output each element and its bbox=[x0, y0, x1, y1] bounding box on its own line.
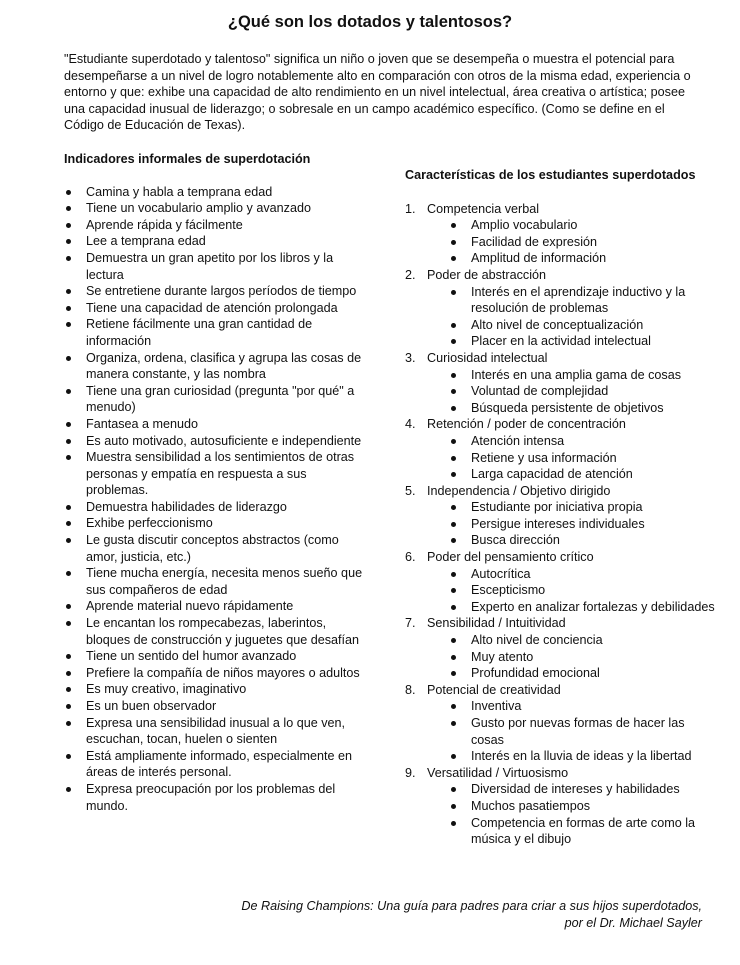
characteristic-subitem: Inventiva bbox=[449, 698, 715, 715]
indicator-item: Muestra sensibilidad a los sentimientos de otras personas y empatía en respuesta a sus problemas. bbox=[64, 449, 364, 499]
indicator-item: Demuestra habilidades de liderazgo bbox=[64, 499, 364, 516]
characteristic-subitem: Competencia en formas de arte como la música y el dibujo bbox=[449, 815, 715, 848]
characteristic-number: 4. bbox=[405, 417, 416, 432]
indicator-item: Tiene una capacidad de atención prolongada bbox=[64, 300, 364, 317]
characteristic-subitem: Placer en la actividad intelectual bbox=[449, 333, 715, 350]
source-line-1: De Raising Champions: Una guía para padres para criar a sus hijos superdotados, bbox=[241, 899, 702, 913]
characteristic-group bbox=[405, 350, 715, 416]
indicator-item: Camina y habla a temprana edad bbox=[64, 184, 364, 201]
characteristic-label: Poder del pensamiento crítico bbox=[427, 550, 594, 565]
characteristic-number: 2. bbox=[405, 267, 416, 282]
characteristic-label: Curiosidad intelectual bbox=[427, 350, 548, 365]
indicator-item: Está ampliamente informado, especialmente en áreas de interés personal. bbox=[64, 748, 364, 781]
indicator-item: Organiza, ordena, clasifica y agrupa las cosas de manera constante, y las nombra bbox=[64, 350, 364, 383]
characteristic-label: Potencial de creatividad bbox=[427, 682, 561, 697]
characteristic-subitem: Alto nivel de conceptualización bbox=[449, 317, 715, 334]
indicator-item: Aprende material nuevo rápidamente bbox=[64, 598, 364, 615]
characteristic-number: 7. bbox=[405, 616, 416, 631]
characteristic-subitem: Alto nivel de conciencia bbox=[449, 632, 715, 649]
characteristic-subitem: Diversidad de intereses y habilidades bbox=[449, 781, 715, 798]
characteristic-subitem: Escepticismo bbox=[449, 582, 715, 599]
characteristic-number: 3. bbox=[405, 350, 416, 365]
characteristic-subitem: Profundidad emocional bbox=[449, 665, 715, 682]
indicators-heading: Indicadores informales de superdotación bbox=[64, 152, 311, 166]
indicator-item: Fantasea a menudo bbox=[64, 416, 364, 433]
characteristic-subitem: Atención intensa bbox=[449, 433, 715, 450]
characteristic-number: 6. bbox=[405, 550, 416, 565]
indicator-item: Expresa una sensibilidad inusual a lo que ven, escuchan, tocan, huelen o sienten bbox=[64, 715, 364, 748]
indicator-item: Le gusta discutir conceptos abstractos (como amor, justicia, etc.) bbox=[64, 532, 364, 565]
indicator-item: Lee a temprana edad bbox=[64, 233, 364, 250]
characteristic-group bbox=[405, 267, 715, 350]
indicators-list bbox=[64, 184, 364, 815]
characteristic-subitem: Muy atento bbox=[449, 649, 715, 666]
characteristic-sublist bbox=[449, 499, 715, 549]
characteristic-subitem: Facilidad de expresión bbox=[449, 234, 715, 251]
characteristic-subitem: Amplio vocabulario bbox=[449, 217, 715, 234]
characteristic-group bbox=[405, 201, 715, 267]
characteristic-subitem: Busca dirección bbox=[449, 532, 715, 549]
indicator-item: Es muy creativo, imaginativo bbox=[64, 681, 364, 698]
indicator-item: Es auto motivado, autosuficiente e independiente bbox=[64, 433, 364, 450]
characteristic-group bbox=[405, 765, 715, 848]
characteristic-group bbox=[405, 549, 715, 615]
characteristic-sublist bbox=[449, 433, 715, 483]
characteristic-number: 1. bbox=[405, 201, 416, 216]
characteristic-sublist bbox=[449, 781, 715, 847]
indicator-item: Aprende rápida y fácilmente bbox=[64, 217, 364, 234]
characteristic-group bbox=[405, 615, 715, 681]
indicator-item: Exhibe perfeccionismo bbox=[64, 515, 364, 532]
characteristic-sublist bbox=[449, 284, 715, 350]
characteristics-section bbox=[405, 167, 715, 848]
characteristic-sublist bbox=[449, 698, 715, 764]
characteristic-number: 9. bbox=[405, 765, 416, 780]
characteristic-group bbox=[405, 416, 715, 482]
characteristics-heading: Características de los estudiantes superdotados bbox=[405, 168, 696, 182]
characteristic-sublist bbox=[449, 367, 715, 417]
characteristic-subitem: Experto en analizar fortalezas y debilidades bbox=[449, 599, 715, 616]
indicator-item: Tiene un sentido del humor avanzado bbox=[64, 648, 364, 665]
indicator-item: Se entretiene durante largos períodos de tiempo bbox=[64, 283, 364, 300]
characteristic-subitem: Muchos pasatiempos bbox=[449, 798, 715, 815]
characteristic-sublist bbox=[449, 217, 715, 267]
characteristics-list bbox=[405, 201, 715, 848]
characteristic-label: Versatilidad / Virtuosismo bbox=[427, 765, 569, 780]
characteristic-label: Poder de abstracción bbox=[427, 267, 547, 282]
characteristic-sublist bbox=[449, 566, 715, 616]
characteristic-subitem: Amplitud de información bbox=[449, 250, 715, 267]
characteristic-subitem: Larga capacidad de atención bbox=[449, 466, 715, 483]
indicators-section bbox=[64, 151, 364, 814]
characteristic-subitem: Voluntad de complejidad bbox=[449, 383, 715, 400]
characteristic-subitem: Retiene y usa información bbox=[449, 450, 715, 467]
characteristic-subitem: Búsqueda persistente de objetivos bbox=[449, 400, 715, 417]
characteristic-subitem: Gusto por nuevas formas de hacer las cosas bbox=[449, 715, 715, 748]
characteristic-number: 8. bbox=[405, 682, 416, 697]
indicator-item: Es un buen observador bbox=[64, 698, 364, 715]
indicator-item: Prefiere la compañía de niños mayores o adultos bbox=[64, 665, 364, 682]
characteristic-label: Competencia verbal bbox=[427, 201, 540, 216]
characteristic-sublist bbox=[449, 632, 715, 682]
characteristic-label: Retención / poder de concentración bbox=[427, 417, 626, 432]
indicator-item: Tiene mucha energía, necesita menos sueño que sus compañeros de edad bbox=[64, 565, 364, 598]
indicator-item: Tiene un vocabulario amplio y avanzado bbox=[64, 200, 364, 217]
indicator-item: Tiene una gran curiosidad (pregunta "por qué" a menudo) bbox=[64, 383, 364, 416]
characteristic-label: Sensibilidad / Intuitividad bbox=[427, 616, 566, 631]
indicator-item: Le encantan los rompecabezas, laberintos, bloques de construcción y juguetes que desafían bbox=[64, 615, 364, 648]
characteristic-label: Independencia / Objetivo dirigido bbox=[427, 483, 611, 498]
characteristic-subitem: Persigue intereses individuales bbox=[449, 516, 715, 533]
characteristic-number: 5. bbox=[405, 483, 416, 498]
indicator-item: Expresa preocupación por los problemas del mundo. bbox=[64, 781, 364, 814]
characteristic-subitem: Estudiante por iniciativa propia bbox=[449, 499, 715, 516]
characteristic-subitem: Interés en la lluvia de ideas y la libertad bbox=[449, 748, 715, 765]
page-title: ¿Qué son los dotados y talentosos? bbox=[227, 13, 513, 31]
characteristic-subitem: Interés en una amplia gama de cosas bbox=[449, 367, 715, 384]
source-citation bbox=[241, 898, 702, 931]
characteristic-group bbox=[405, 682, 715, 765]
source-line-2: por el Dr. Michael Sayler bbox=[564, 915, 702, 930]
indicator-item: Retiene fácilmente una gran cantidad de información bbox=[64, 316, 364, 349]
indicator-item: Demuestra un gran apetito por los libros y la lectura bbox=[64, 250, 364, 283]
characteristic-subitem: Interés en el aprendizaje inductivo y la resolución de problemas bbox=[449, 284, 715, 317]
characteristic-subitem: Autocrítica bbox=[449, 566, 715, 583]
intro-paragraph: "Estudiante superdotado y talentoso" significa un niño o joven que se desempeña o muestra el potencial para desempeñarse a un nivel de logro notablemente alto en comparación con otros de la misma edad, experiencia o entorno y que: exhibe una capacidad de alto rendimiento en un nivel intelectual, área creativa o artística; posee una capacidad inusual de liderazgo; o sobresale en un campo académico específico. (Como se define en el Código de Educación de Texas). bbox=[64, 52, 691, 133]
characteristic-group bbox=[405, 483, 715, 549]
